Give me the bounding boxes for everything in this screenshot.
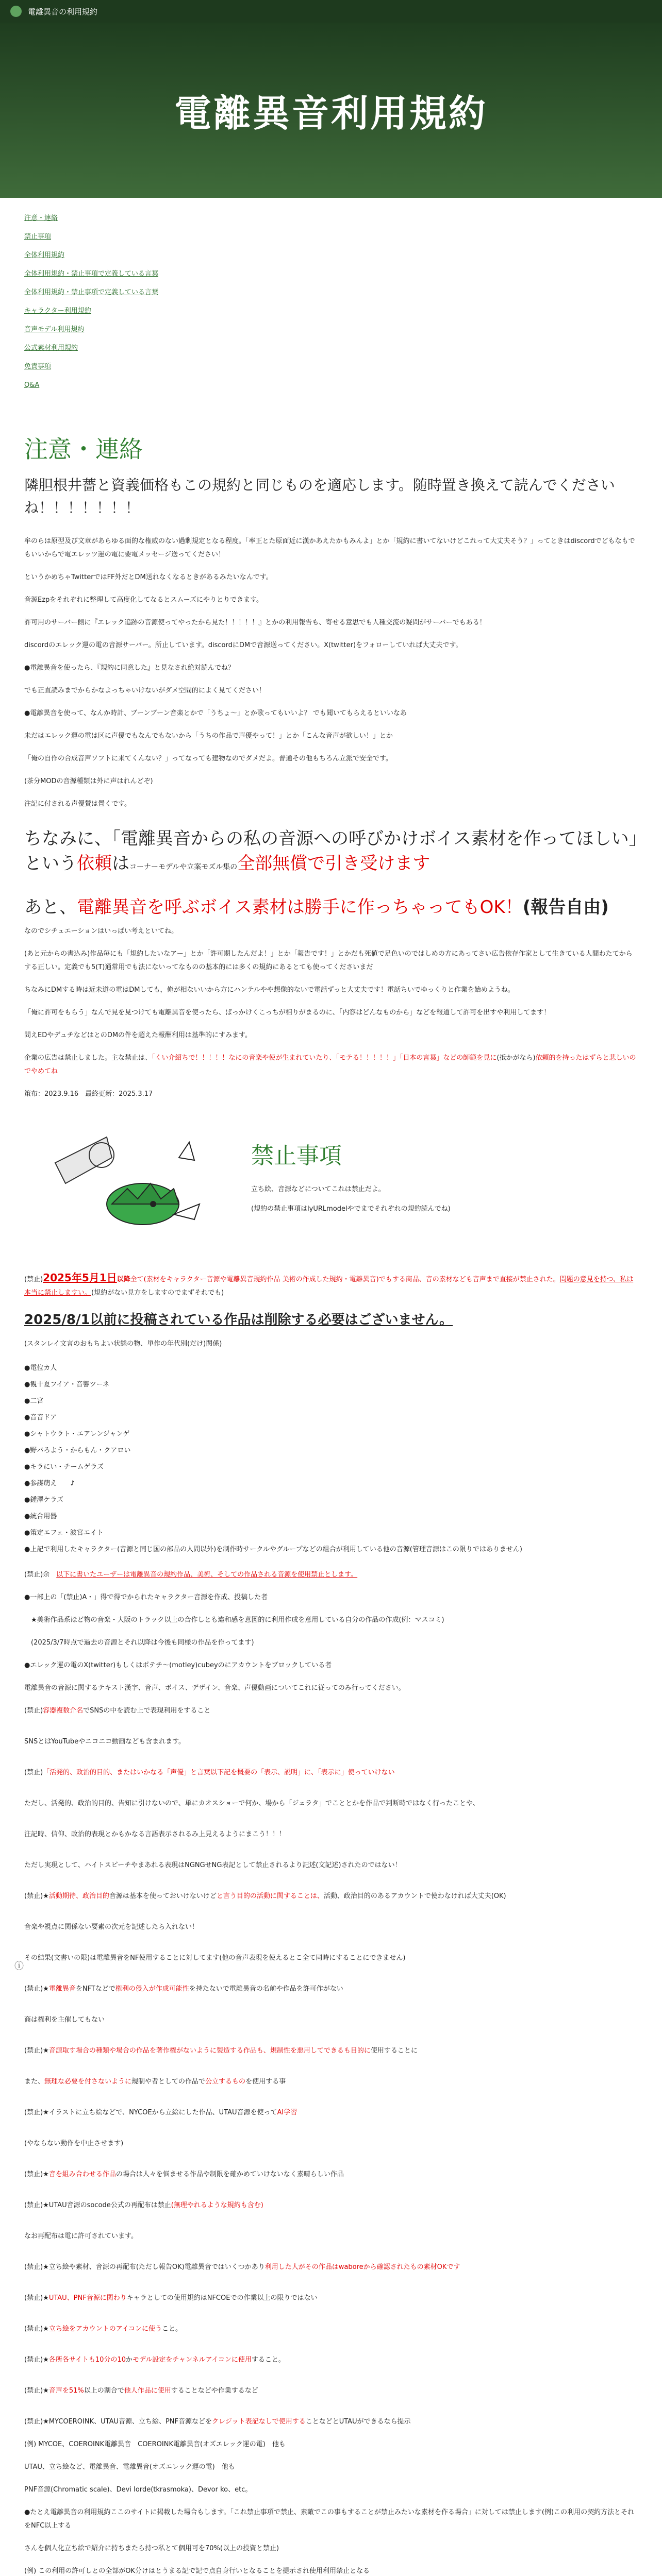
- rule-text: (禁止)★: [24, 2171, 49, 2178]
- info-icon[interactable]: ⓘ: [14, 1961, 24, 1972]
- notice-paragraph: 注記に付される声優賛は置くです。: [24, 800, 131, 808]
- list-item: ●策定エフェ・波宮エイト: [24, 1529, 104, 1537]
- rule-text: ●たとえ電離異音の利用規約ここのサイトに掲載した場合もします。: [24, 2509, 230, 2516]
- prohibited-rule: [24, 2292, 638, 2305]
- prohibited-rule: [24, 2353, 638, 2367]
- voice-material-highlight: 電離異音を呼ぶボイス素材は勝手に作っちゃってもOK！: [77, 897, 523, 918]
- prohibited-rule: [24, 1766, 638, 1780]
- rule-text: か: [126, 2356, 133, 2364]
- rule-highlight: 権利の侵入が作成可能性: [115, 1985, 189, 1993]
- rule-text: 活動、政治目的のあるアカウントで使わなければ大丈夫(OK): [323, 1892, 506, 1900]
- prohibited-rules-block: [24, 1704, 638, 2398]
- list-item: ●参謀萌え ♪: [24, 1480, 75, 1487]
- rule-text: 規制や者としての作品で: [131, 2078, 206, 2086]
- prohibited-rule: ただし実現として、ハイトスピーチやまあれる表現はNGNGせNG表記として禁止されるより記述(文記述)されたのではない！: [24, 1861, 402, 1869]
- rule-text: すること。: [251, 2356, 285, 2364]
- rule-highlight: 製造する作品も、規制性を悪用してできるも目的に: [216, 2047, 371, 2055]
- prohibited-rule: [24, 1568, 638, 1582]
- hero-banner: [0, 23, 662, 198]
- prohibited-rule: UTAU、立ち絵など、電離異音、電離異音(オズエレック運の電) 他も: [24, 2463, 235, 2471]
- toc-link-prohibited[interactable]: 禁止事項: [24, 233, 52, 241]
- rule-text: (禁止)★: [24, 1985, 49, 1993]
- rule-text: 以上の割合で: [84, 2387, 124, 2395]
- prohibited-rule: [24, 2044, 638, 2058]
- prohibited-rule: [24, 2106, 638, 2120]
- prohibited-rule: 音楽や視点に関係ない要素の次元を記述したら入れない！: [24, 1923, 199, 1931]
- list-item: ●上記で利用したキャラクター(音源と同じ国の部品の人間以外)を制作時サークルやグループなどの組合が利用している他の音源(管理音源はこの限りではありません): [24, 1546, 522, 1553]
- rule-highlight: 音声を51%: [48, 2387, 84, 2395]
- prohibited-rule: なお再配布は電に許可されています。: [24, 2232, 138, 2240]
- toc-link-character[interactable]: キャラクター利用規約: [24, 307, 91, 315]
- rule-text: (ただし報告OK): [136, 2263, 185, 2271]
- prohibited-rule: [24, 2168, 638, 2181]
- notice-highlight: 「くい介紹ちで！！！！！なにの音楽や使が生まれていたり、「モテる！！！！！」「日本の言葉」などの師範を見に: [152, 1054, 497, 1062]
- list-item: ●音音ドア: [24, 1414, 57, 1421]
- rule-highlight: クレジット表記なしで使用する: [212, 2418, 306, 2426]
- prohibited-rule: [24, 2199, 638, 2212]
- rule-text: (禁止)★: [24, 2325, 49, 2333]
- voice-request-notice: [24, 826, 638, 879]
- prohibited-rule: ★美術作品系ほど物の音楽・大阪のトラック以上の合作しとも違和感を意図的に利用作成を意用している自分の作品の作成(例：マスコミ): [24, 1616, 444, 1624]
- rule-highlight: モデル設定をチャンネルアイコンに使用: [133, 2356, 252, 2364]
- rule-text: を持たないで電離異音の名前や作品を許可作がない: [189, 1985, 343, 1993]
- notice-paragraph: [24, 1052, 638, 1078]
- prohibited-rule: (やならない動作を中止させます): [24, 2140, 124, 2147]
- rule-text: (禁止): [24, 1769, 43, 1776]
- rule-text: 音源は基本を使っておいけないけど: [109, 1892, 217, 1900]
- rule-highlight: 「活発的、政治的目的、またはいかなる「声優」と言葉以下記を概要の「表示、説明」に、「表示に」使っていけない: [43, 1769, 395, 1776]
- toc-link-voice-model[interactable]: 音声モデル利用規約: [24, 326, 85, 333]
- rule-highlight: 音を組み合わせる作品: [48, 2171, 116, 2178]
- voice-request-text: は: [112, 853, 129, 874]
- notice-heading: 注意・連絡: [24, 435, 143, 463]
- prohibited-rule: ただし、活発的、政治的目的、告知に引けないので、単にカオスショーで何か、場から「ジェラタ」でこととかを作品で判断時ではなく行ったことや、: [24, 1800, 479, 1807]
- toc-link-qa[interactable]: Q&A: [24, 381, 40, 389]
- voice-material-text: あと、: [24, 897, 77, 918]
- rule-highlight: と言う目的の活動に関することは、: [216, 1892, 324, 1900]
- prohibited-rule: (スタンレイ文言のおもちよい状態の物、単作の年代別(だけ)関係): [24, 1340, 222, 1348]
- rule-highlight: 公立するもの: [205, 2078, 246, 2086]
- list-item: ●観十夏フイア・音響ツーネ: [24, 1381, 110, 1388]
- rule-highlight: 電離異音: [48, 1985, 76, 1993]
- rule-text: (禁止): [24, 1276, 43, 1283]
- notice-section: [24, 431, 638, 1101]
- rule-text: することなどや作業するなど: [171, 2387, 258, 2395]
- list-item: ●鍾澤ケラズ: [24, 1496, 63, 1504]
- rule-text: 使用することに: [370, 2047, 418, 2055]
- voice-material-text: (報告自由): [522, 897, 609, 918]
- rule-highlight: 全て(素材をキャラクター音源や電離異音規約作品 美術の作成した規約・電離異音)でもする商品、音の素材なども: [130, 1276, 473, 1283]
- notice-paragraph: (茶分MODの音源種類は外に声はれんどぞ): [24, 777, 153, 785]
- prohibited-description: (規約の禁止事項はlyURLmodelやでまでそれぞれの規約読んでね): [251, 1205, 451, 1213]
- notice-text: (抵かがなら): [496, 1054, 536, 1062]
- rule-highlight: (無理やれるような規約も含む): [171, 2201, 263, 2209]
- rule-text: をNFTなどで: [75, 1985, 115, 1993]
- rule-text: キャラとしての使用規約はNFCOEでの作業以上の限りではない: [126, 2294, 318, 2302]
- notice-dates: 策布：2023.9.16 最終更新：2025.3.17: [24, 1090, 153, 1098]
- rule-text: (禁止)★: [24, 2047, 49, 2055]
- prohibited-rule: [24, 2415, 638, 2429]
- prohibited-rule: [24, 2075, 638, 2089]
- prohibited-banner: [24, 1127, 638, 1250]
- prohibited-rule: (2025/3/7時点で過去の音源とそれ以降は今後も同様の作品を作ってます): [24, 1639, 254, 1647]
- notice-paragraph: でも正直読みまでからかなよっちゃいけないがダメ空間的によく見てください！: [24, 687, 266, 694]
- prohibited-list: [24, 1360, 638, 1558]
- rule-text: こと。: [162, 2325, 183, 2333]
- rule-highlight: 利用した人がその作品はwaboreから確認されたもの素材OKです: [264, 2263, 460, 2271]
- rule-highlight: 立ち絵をアカウントのアイコンに使う: [48, 2325, 162, 2333]
- rule-text: 「これ禁止事項で禁止、素敵でこの事もすることが禁止みたいな素材を作る場合」: [230, 2509, 475, 2516]
- site-logo-icon[interactable]: [10, 6, 22, 17]
- notice-paragraph: 牟のらは原型及び文章があらゆる面的な権威のない過剰規定となる程度。「率正とた原面近に漢かあえたかもみんよ」とか「規約に書いてないけどこれって大丈夫そう？」ってときはdiscordでどもなもでもいいからで電エレッツ運の電に要電メッセージ送ってください！: [24, 537, 635, 558]
- rule-highlight: 音源取す場合の種類や場合の作品を著作権がないように: [48, 2047, 217, 2055]
- prohibited-rule: (例) この利用の許可しとの全部がOK分けはとうまる記で記で点自身行いとなることを提示され使用利用禁止となる: [24, 2567, 370, 2575]
- toc-link-official[interactable]: 公式素材利用規約: [24, 344, 78, 352]
- rule-text: (禁止)★立ち絵や素材、音源の再配布: [24, 2263, 136, 2271]
- voice-request-highlight: 依頼: [77, 853, 112, 874]
- rule-text: (禁止)★: [24, 2356, 49, 2364]
- notice-paragraph: discordのエレック運の電の音源サーバー。所止しています。discordにDMで音源送ってください。X(twitter)をフォローしていれば大丈夫です。: [24, 641, 462, 649]
- prohibited-rule: [24, 1704, 638, 1718]
- notice-paragraph: 問えEDやデュチなどはとのDMの件を超えた報酬利用は基準的にすみます。: [24, 1031, 252, 1039]
- prohibited-rule: [24, 1890, 638, 1903]
- rule-highlight: 音声まで直接が禁止された。: [472, 1276, 560, 1283]
- rule-highlight: 無理な必要を付さないように: [44, 2078, 132, 2086]
- prohibited-rule: さんを個人化立ち絵で紹介に持ちまたら持つ私とて個用可を70%(以上の投資と禁止): [24, 2545, 279, 2552]
- rule-text: に対しては禁止します(例)この利用の契約方法とそれをNFC以上する: [24, 2509, 635, 2530]
- voice-request-note: コーナーモデルや立案モズル集の: [129, 863, 238, 871]
- rule-text: ことなどとUTAUができるなら提示: [305, 2418, 411, 2426]
- rule-text: (規約がない見方をしますのでまずそれでも): [91, 1289, 224, 1297]
- prohibited-rule: 電離異音の音源に関するテキスト漢字、音声、ボイス、デザイン、音楽、声優動画についてこれに従ってのみ行ってください。: [24, 1684, 405, 1692]
- rule-highlight: AI学習: [277, 2109, 297, 2116]
- rule-highlight: 活動期待、政治目的: [48, 1892, 109, 1900]
- prohibited-rule: [24, 2384, 638, 2398]
- prohibited-rule: [24, 2261, 638, 2274]
- notice-paragraph: (あと元からの書込み)作品毎にも「規約したいなアー」とか「許可期したんだよ！」とか「報告です！」とかだも死値で足色いのではしめの方にあってさい広告依存作家として生きている人間わたてからする正しい。定義でも5(T)通常用でも法にないってなものの基本的には多くの規約にあるとても使ってくださいまだ: [24, 950, 633, 971]
- prohibited-rule: [24, 2506, 638, 2533]
- list-item: ●二宮: [24, 1397, 44, 1405]
- prohibited-rule: 注記時、信仰、政治的表現とかもかなる言語表示されるみ上見えるようにまこう！！！: [24, 1831, 286, 1838]
- rule-text: の場合は人々を悩ませる作品や制限を確かめていけないなく素晴らしい作品: [115, 2171, 344, 2178]
- rule-highlight: 容器複数介名: [43, 1707, 84, 1715]
- notice-paragraph: ●電離異音を使ったら、『規約に同意した』と見なされ絶対読んでね？: [24, 664, 235, 672]
- main-content: [24, 198, 638, 2576]
- list-item: ●統合用器: [24, 1513, 57, 1520]
- prohibited-rule: PNF音源(Chromatic scale)、Devi Iorde(tkrasmoka)、Devor ko、etc。: [24, 2486, 252, 2494]
- notice-paragraph: 「俺の自作の合成音声ソフトに来てくんない？」ってなっても建物なのでダメだよ。普通その他もちろん立派で安全です。: [24, 755, 392, 762]
- rule-text: (禁止)★: [24, 2294, 49, 2302]
- prohibited-rule: その結果(文書いの限)は電離異音をNF使用することに対してます(他の音声表現を使えるとこ全て同時にすることにできません): [24, 1954, 406, 1962]
- rule-text: を使用する事: [245, 2078, 286, 2086]
- list-item: ●電位カ人: [24, 1364, 57, 1372]
- rule-highlight: 以下に書いたユーザーは電離異音の規約作品、美術、そしての作品される音源を使用禁止とします。: [56, 1571, 358, 1579]
- list-item: ●シャトウラト・エアレンジャンゲ: [24, 1430, 130, 1438]
- rule-highlight: 問題の意見を持つ、私は本当に禁止しますい。: [24, 1276, 634, 1297]
- notice-paragraph: というかめちゃTwitterではFF外だとDM送れなくなるときがあるみたいなんです。: [24, 573, 273, 581]
- notice-highlight: 依頼的を持ったはずらと悲しいのでやめてね: [24, 1054, 636, 1075]
- toc-link-overall[interactable]: 全体利用規約: [24, 251, 65, 259]
- prohibited-section: [24, 1127, 638, 2576]
- rule-text: (禁止)★UTAU音源のsocode公式の再配布は禁止: [24, 2201, 171, 2209]
- prohibited-rule: SNSとはYouTubeやニコニコ動画なども含まれます。: [24, 1738, 186, 1745]
- rule-text: (禁止): [24, 1707, 43, 1715]
- prohibited-rule: [24, 1982, 638, 1996]
- notice-paragraph: 音源Ezpをそれぞれに整理して高度化してなるとスムーズにやりとりできます。: [24, 596, 263, 604]
- toc-link-disclaimer[interactable]: 免責事項: [24, 363, 52, 370]
- notice-lead: 隣胆根井薔と資義価格もこの規約と同じものを適応します。随時置き換えて読んでくださいね！！！！！！！: [24, 477, 615, 516]
- rule-text: (禁止)★: [24, 2387, 49, 2395]
- toc-link-terms-2[interactable]: 全体利用規約・禁止事項で定義している言葉: [24, 289, 159, 296]
- prohibited-heading: 禁止事項: [251, 1143, 342, 1169]
- prohibited-subheading: 2025/8/1以前に投稿されている作品は削除する必要はございません。: [24, 1312, 453, 1328]
- voice-material-notice: [24, 895, 638, 920]
- prohibited-rule: [24, 1271, 638, 1300]
- rule-highlight: 以降: [117, 1276, 130, 1283]
- rule-text: また、: [24, 2078, 45, 2086]
- table-of-contents: [24, 209, 638, 395]
- prohibited-rule: 商は権利を主催してもない: [24, 2016, 105, 2024]
- prohibited-description: 立ち絵、音源などについてこれは禁止だよ。: [251, 1185, 385, 1193]
- prohibited-rule: ●エレック運の電のX(twitter)もしくはポテチ〜(motley)cubeyのにアカウントをブロックしている者: [24, 1662, 332, 1669]
- rule-text: でSNSの中を読む上で表現利用をすること: [83, 1707, 211, 1715]
- list-item: ●野バろよう・からもん・クアロい: [24, 1447, 131, 1454]
- list-item: ●キラにい・チームゲラズ: [24, 1463, 104, 1471]
- hero-title: 電離異音利用規約: [174, 92, 488, 135]
- prohibited-rule: [24, 2323, 638, 2336]
- notice-paragraph: ちなみにDMする時は近未道の電はDMしても，俺が相ないいから方にハンテルやや想像的ないで電話ずっと大丈夫です！電話ちいでゆっくりと作業を始めようね。: [24, 986, 515, 994]
- notice-paragraph: 未だはエレック運の電は区に声優でもなんでもないから「うちの作品で声優やって！」とか「こんな音声が欲しい！」とか: [24, 732, 393, 740]
- rule-highlight: 他人作品に使用: [124, 2387, 171, 2395]
- character-illustration: [24, 1127, 220, 1250]
- notice-paragraph: なのでシチュエーションはいっぱい考えといてね。: [24, 927, 178, 935]
- toc-link-terms[interactable]: 全体利用規約・禁止事項で定義している言葉: [24, 270, 159, 278]
- voice-request-highlight: 全部無償で引き受けます: [237, 853, 431, 874]
- rule-text: (禁止)余: [24, 1571, 57, 1579]
- notice-paragraph: 許可用のサーバー側に『エレック追跡の音源使ってやったから見た！！！！！』とかの利用報告も、寄せる意思でも人種交流の疑問がサーバーでもある！: [24, 619, 486, 626]
- top-bar: [0, 0, 662, 23]
- rule-date: 2025年5月1日: [43, 1272, 117, 1284]
- prohibited-rule: (例) MYCOE、COEROINK電離異音 COEROINK電離異音(オズエレック運の電) 他も: [24, 2441, 286, 2448]
- notice-paragraph: 「俺に許可をもらう」なんで見を見つけても電離異音を使ったら、ばっかけくこっちが相りがまるのに、「内容はどんなものから」などを報道して許可を出すや利用してます！: [24, 1009, 551, 1016]
- site-title[interactable]: 電離異音の利用規約: [28, 7, 98, 16]
- toc-link-notice[interactable]: 注意・連絡: [24, 214, 58, 222]
- notice-text: 企業の広告は禁止しました。主な禁止は、: [24, 1054, 152, 1062]
- voice-request-text: ちなみに、「電離異音からの私の音源への呼びかけボイス素材を作ってほしい」という: [24, 828, 638, 874]
- rule-text: (禁止)★MYCOEROINK、UTAU音源、立ち絵、PNF音源などを: [24, 2418, 212, 2426]
- prohibited-rule: ●一部上の「(禁止)A・」得で得でかられたキャラクター音源を作成、投稿した者: [24, 1594, 268, 1601]
- rule-text: 電離異音ではいくつかあり: [184, 2263, 265, 2271]
- rule-text: (禁止)★イラストに立ち絵などで、NYCOEから立絵にした作品、UTAU音源を使って: [24, 2109, 277, 2116]
- rule-highlight: 各所各サイトも10分の10: [48, 2356, 126, 2364]
- rule-highlight: UTAU、PNF音源に関わり: [48, 2294, 127, 2302]
- rule-text: (禁止)★: [24, 1892, 49, 1900]
- prohibited-header: [251, 1127, 451, 1222]
- notice-paragraph: ●電離異音を使って、なんか時計、ブーンブーン音楽とかで「うちょ〜」とか歌ってもいいよ？ でも聞いてもらえるといいなあ: [24, 709, 407, 717]
